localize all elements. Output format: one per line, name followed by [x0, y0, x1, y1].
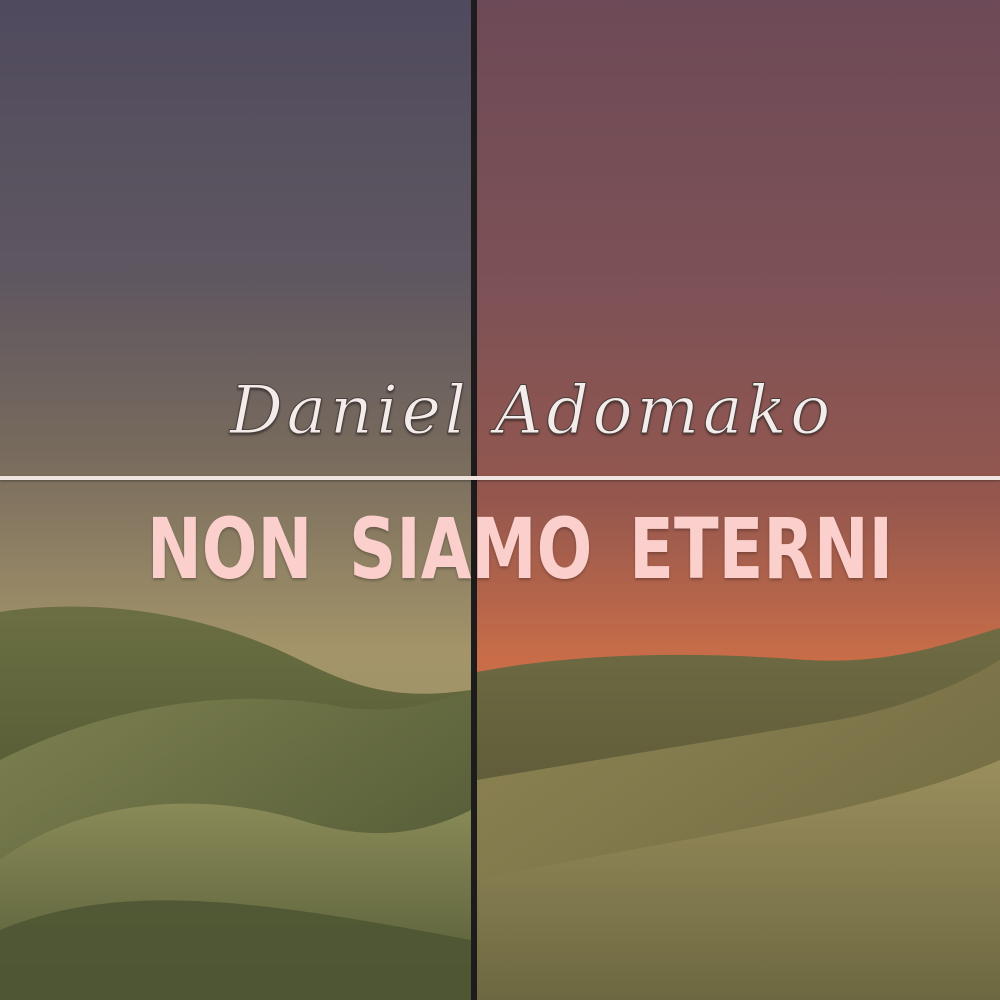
- album-title: NON SIAMO ETERNI: [146, 500, 894, 598]
- artist-name: Daniel Adomako: [229, 372, 835, 449]
- horizontal-rule: [0, 476, 1000, 480]
